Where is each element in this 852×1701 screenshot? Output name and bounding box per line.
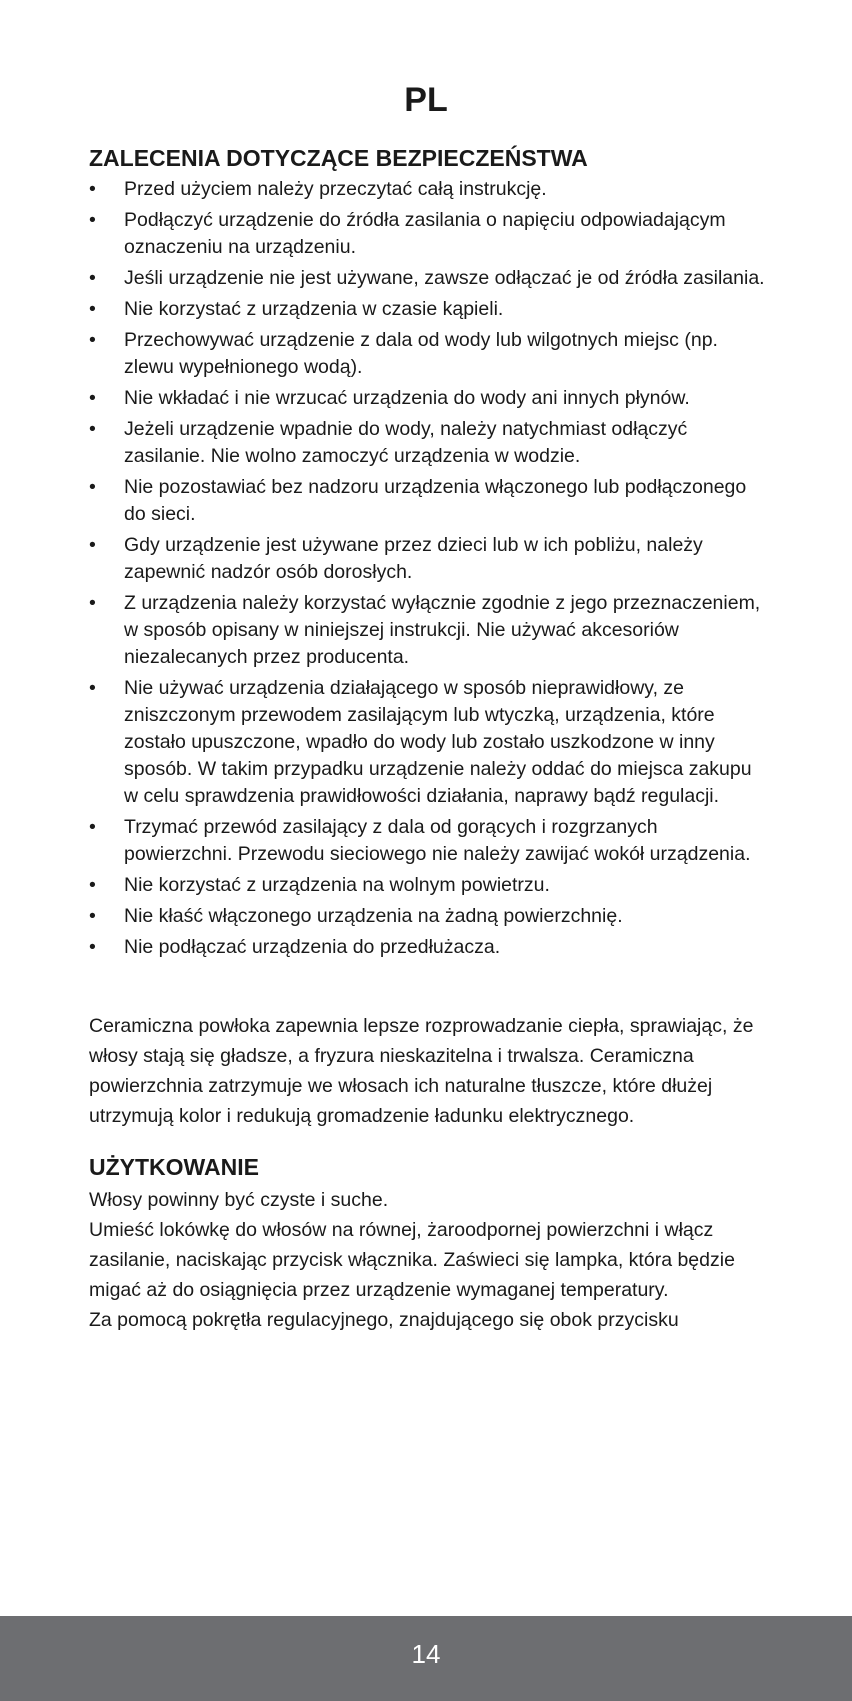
bullet-icon: • bbox=[89, 874, 96, 896]
safety-heading: ZALECENIA DOTYCZĄCE BEZPIECZEŃSTWA bbox=[89, 145, 588, 171]
list-item bbox=[89, 934, 769, 961]
bullet-icon: • bbox=[89, 936, 96, 958]
list-item bbox=[89, 872, 769, 899]
bullet-icon: • bbox=[89, 476, 96, 498]
usage-heading: UŻYTKOWANIE bbox=[89, 1154, 259, 1180]
usage-paragraph: Umieść lokówkę do włosów na równej, żaroodpornej powierzchni i włącz zasilanie, naciskając przycisk włącznika. Zaświeci się lampka, która będzie migać aż do osiągnięcia przez urządzenie wymaganej temperatury. bbox=[89, 1219, 735, 1301]
list-item bbox=[89, 903, 769, 930]
list-item-text: Trzymać przewód zasilający z dala od gorących i rozgrzanych powierzchni. Przewodu sieciowego nie należy zawijać wokół urządzenia. bbox=[124, 816, 751, 865]
list-item bbox=[89, 416, 769, 470]
usage-paragraph: Włosy powinny być czyste i suche. bbox=[89, 1189, 389, 1211]
list-item bbox=[89, 814, 769, 868]
list-item-text: Nie korzystać z urządzenia w czasie kąpieli. bbox=[124, 298, 504, 320]
bullet-icon: • bbox=[89, 387, 96, 409]
list-item bbox=[89, 385, 769, 412]
list-item bbox=[89, 207, 769, 261]
list-item-text: Nie używać urządzenia działającego w sposób nieprawidłowy, ze zniszczonym przewodem zasilającym lub wtyczką, urządzenia, które zostało upuszczone, wpadło do wody lub zostało uszkodzone w inny sposób. W takim przypadku urządzenie należy oddać do miejsca zakupu w celu sprawdzenia prawidłowości działania, naprawy bądź regulacji. bbox=[124, 677, 752, 807]
bullet-icon: • bbox=[89, 905, 96, 927]
list-item-text: Nie wkładać i nie wrzucać urządzenia do wody ani innych płynów. bbox=[124, 387, 690, 409]
list-item bbox=[89, 176, 769, 203]
bullet-icon: • bbox=[89, 418, 96, 440]
list-item bbox=[89, 675, 769, 810]
list-item-text: Nie podłączać urządzenia do przedłużacza. bbox=[124, 936, 501, 958]
usage-paragraph: Za pomocą pokrętła regulacyjnego, znajdującego się obok przycisku bbox=[89, 1309, 679, 1331]
list-item-text: Gdy urządzenie jest używane przez dzieci lub w ich pobliżu, należy zapewnić nadzór osób dorosłych. bbox=[124, 534, 703, 583]
bullet-icon: • bbox=[89, 677, 96, 699]
bullet-icon: • bbox=[89, 534, 96, 556]
bullet-icon: • bbox=[89, 298, 96, 320]
list-item bbox=[89, 296, 769, 323]
page-footer bbox=[0, 1616, 852, 1701]
list-item bbox=[89, 327, 769, 381]
bullet-icon: • bbox=[89, 592, 96, 614]
list-item-text: Nie pozostawiać bez nadzoru urządzenia włączonego lub podłączonego do sieci. bbox=[124, 476, 747, 525]
bullet-icon: • bbox=[89, 267, 96, 289]
bullet-icon: • bbox=[89, 178, 96, 200]
list-item-text: Z urządzenia należy korzystać wyłącznie zgodnie z jego przeznaczeniem, w sposób opisany w niniejszej instrukcji. Nie używać akcesoriów niezalecanych przez producenta. bbox=[124, 592, 761, 668]
safety-list bbox=[89, 176, 769, 961]
list-item bbox=[89, 590, 769, 671]
list-item-text: Jeżeli urządzenie wpadnie do wody, należy natychmiast odłączyć zasilanie. Nie wolno zamoczyć urządzenia w wodzie. bbox=[124, 418, 688, 467]
list-item-text: Nie korzystać z urządzenia na wolnym powietrzu. bbox=[124, 874, 550, 896]
list-item bbox=[89, 265, 769, 292]
page-language-title: PL bbox=[404, 81, 448, 119]
list-item-text: Przechowywać urządzenie z dala od wody lub wilgotnych miejsc (np. zlewu wypełnionego wodą). bbox=[124, 329, 718, 378]
list-item-text: Podłączyć urządzenie do źródła zasilania o napięciu odpowiadającym oznaczeniu na urządzeniu. bbox=[124, 209, 726, 258]
page-number: 14 bbox=[411, 1639, 441, 1669]
bullet-icon: • bbox=[89, 329, 96, 351]
manual-content bbox=[89, 140, 769, 1335]
list-item-text: Nie kłaść włączonego urządzenia na żadną powierzchnię. bbox=[124, 905, 623, 927]
list-item bbox=[89, 532, 769, 586]
list-item-text: Jeśli urządzenie nie jest używane, zawsze odłączać je od źródła zasilania. bbox=[124, 267, 765, 289]
list-item-text: Przed użyciem należy przeczytać całą instrukcję. bbox=[124, 178, 547, 200]
bullet-icon: • bbox=[89, 816, 96, 838]
list-item bbox=[89, 474, 769, 528]
ceramic-coating-paragraph: Ceramiczna powłoka zapewnia lepsze rozprowadzanie ciepła, sprawiając, że włosy stają się gładsze, a fryzura nieskazitelna i trwalsza. Ceramiczna powierzchnia zatrzymuje we włosach ich naturalne tłuszcze, które dłużej utrzymują kolor i redukują gromadzenie ładunku elektrycznego. bbox=[89, 1015, 754, 1127]
bullet-icon: • bbox=[89, 209, 96, 231]
